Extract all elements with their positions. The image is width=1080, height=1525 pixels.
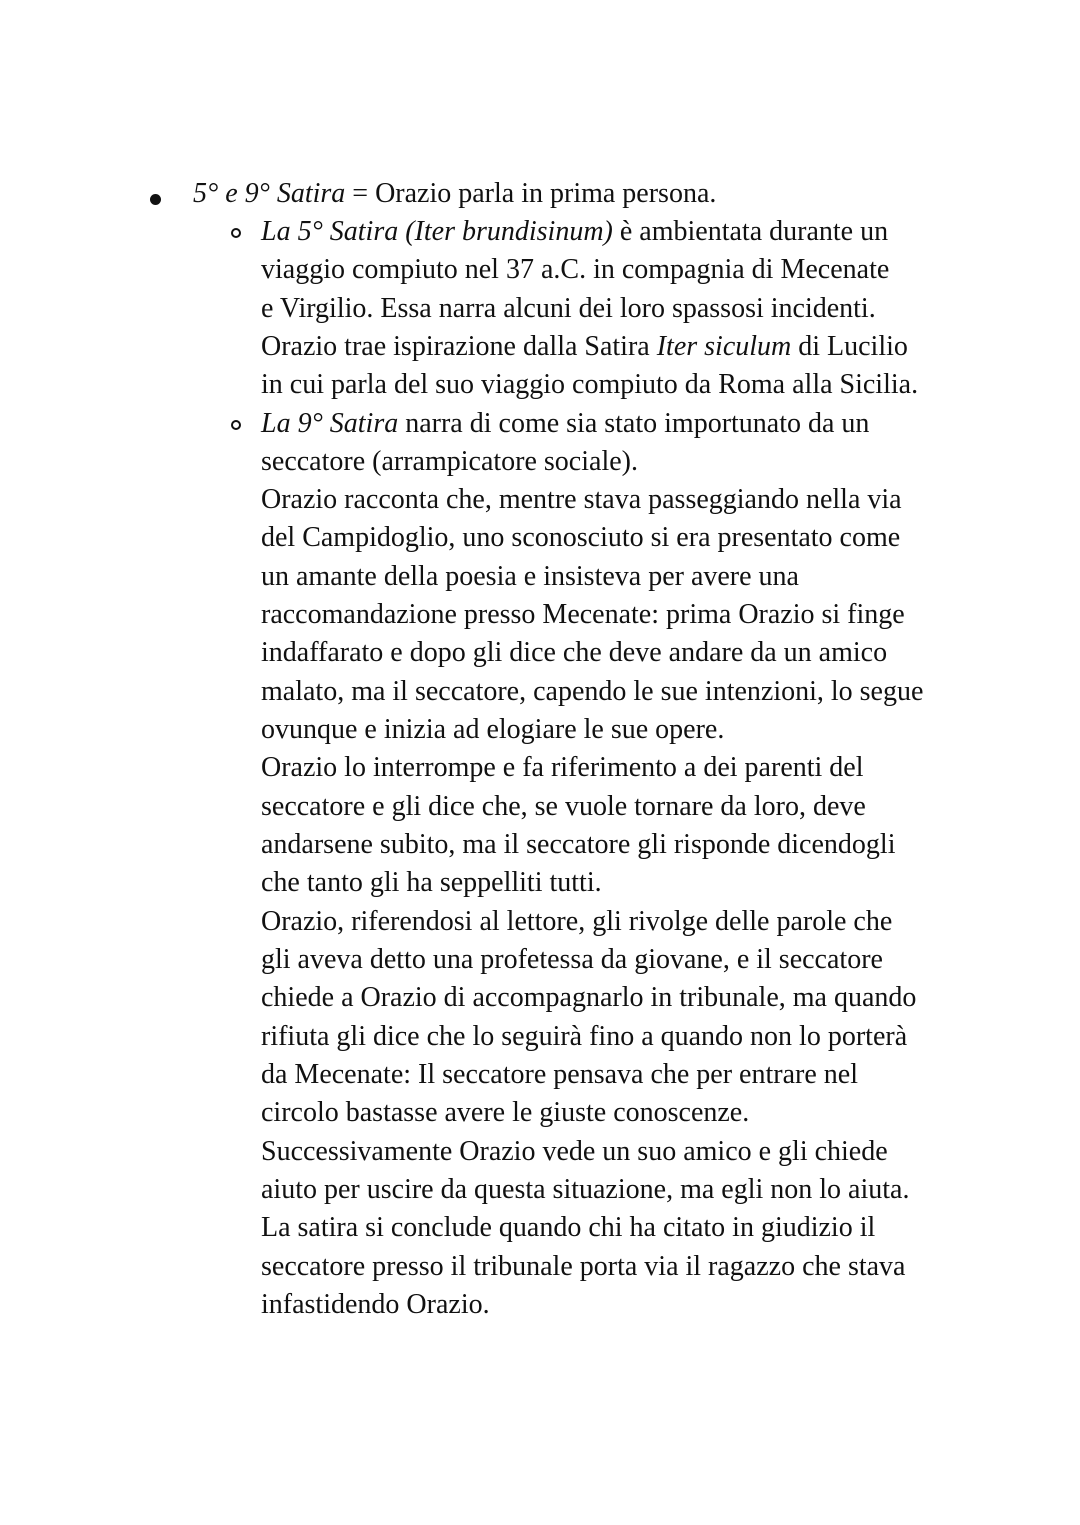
sub1-line4-pre: Orazio trae ispirazione dalla Satira: [261, 331, 657, 362]
main-bullet-rest: = Orazio parla in prima persona.: [345, 178, 717, 209]
sub1-line-3: e Virgilio. Essa narra alcuni dei loro spassosi incidenti.: [261, 293, 876, 324]
sub1-line1-rest: è ambientata durante un: [612, 216, 889, 247]
sub2-line: seccatore presso il tribunale porta via il ragazzo che stava: [261, 1251, 906, 1282]
sub2-line: malato, ma il seccatore, capendo le sue intenzioni, lo segue: [261, 676, 924, 707]
sub2-line: chiede a Orazio di accompagnarlo in tribunale, ma quando: [261, 982, 917, 1013]
sub2-lead: La 9° Satira: [261, 408, 399, 439]
sub2-line: raccomandazione presso Mecenate: prima Orazio si finge: [261, 599, 905, 630]
sub1-line4-italic: Iter siculum: [656, 331, 792, 362]
sub2-line: La satira si conclude quando chi ha citato in giudizio il: [261, 1212, 876, 1243]
sub1-line-4: [261, 328, 908, 366]
sub2-line: circolo bastasse avere le giuste conoscenze.: [261, 1097, 750, 1128]
sub2-line: seccatore e gli dice che, se vuole tornare da loro, deve: [261, 791, 866, 822]
sub2-line: infastidendo Orazio.: [261, 1289, 490, 1320]
sub2-line: aiuto per uscire da questa situazione, ma egli non lo aiuta.: [261, 1174, 910, 1205]
sub1-line-5: in cui parla del suo viaggio compiuto da Roma alla Sicilia.: [261, 369, 919, 400]
sub2-line: ovunque e inizia ad elogiare le sue opere.: [261, 714, 725, 745]
sub1-line4-post: di Lucilio: [791, 331, 908, 362]
sub2-line1-rest: narra di come sia stato importunato da un: [398, 408, 870, 439]
main-bullet-lead: 5° e 9° Satira: [193, 178, 346, 209]
sub1-lead: La 5° Satira (Iter brundisinum): [261, 216, 613, 247]
sub2-line: Successivamente Orazio vede un suo amico e gli chiede: [261, 1136, 888, 1167]
sub1-line-2: viaggio compiuto nel 37 a.C. in compagnia di Mecenate: [261, 254, 890, 285]
sub2-line: seccatore (arrampicatore sociale).: [261, 446, 638, 477]
sub1-line-1: [261, 213, 888, 251]
sub2-line: che tanto gli ha seppelliti tutti.: [261, 867, 602, 898]
sub2-line-1: [261, 405, 869, 443]
sub2-line: Orazio racconta che, mentre stava passeggiando nella via: [261, 484, 902, 515]
sub2-line: gli aveva detto una profetessa da giovane, e il seccatore: [261, 944, 883, 975]
sub2-line: del Campidoglio, uno sconosciuto si era presentato come: [261, 522, 901, 553]
sub-bullet-circle-icon: [231, 420, 241, 430]
sub2-line: un amante della poesia e insisteva per avere una: [261, 561, 799, 592]
sub2-line: da Mecenate: Il seccatore pensava che per entrare nel: [261, 1059, 858, 1090]
bullet-dot-icon: [150, 194, 161, 205]
sub2-line: Orazio lo interrompe e fa riferimento a dei parenti del: [261, 752, 864, 783]
sub2-line: andarsene subito, ma il seccatore gli risponde dicendogli: [261, 829, 896, 860]
sub-bullet-circle-icon: [231, 228, 241, 238]
main-bullet-text: [193, 175, 716, 213]
sub2-line: rifiuta gli dice che lo seguirà fino a quando non lo porterà: [261, 1021, 908, 1052]
sub2-line: Orazio, riferendosi al lettore, gli rivolge delle parole che: [261, 906, 893, 937]
sub2-line: indaffarato e dopo gli dice che deve andare da un amico: [261, 637, 888, 668]
